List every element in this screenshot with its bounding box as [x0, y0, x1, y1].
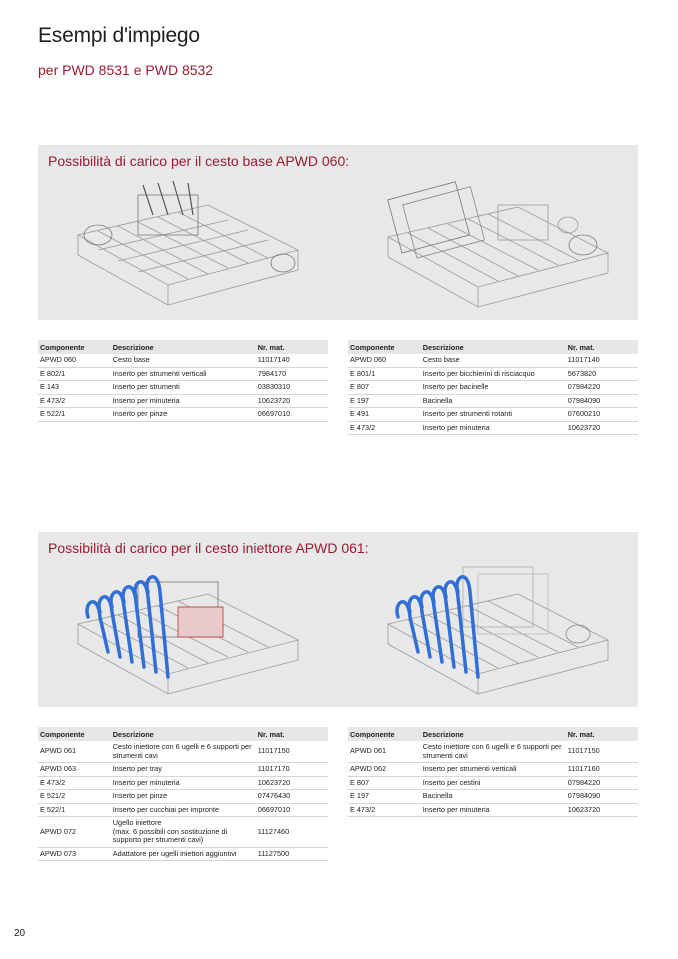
- cell-component: APWD 073: [38, 847, 111, 861]
- table-row: [38, 817, 328, 848]
- column-header-material-number: Nr. mat.: [566, 727, 638, 741]
- table-row: [38, 354, 328, 367]
- basket-illustration-right: [368, 175, 628, 315]
- cell-component: E 473/2: [348, 421, 421, 435]
- section1-heading: Possibilità di carico per il cesto base APWD 060:: [48, 153, 350, 169]
- cell-material-number: 11127500: [256, 847, 328, 861]
- cell-component: APWD 061: [38, 741, 111, 763]
- page-number: 20: [14, 928, 26, 939]
- table-row: [348, 367, 638, 381]
- cell-material-number: 11017150: [566, 741, 638, 763]
- cell-material-number: 5673820: [566, 367, 638, 381]
- column-header-material-number: Nr. mat.: [256, 727, 328, 741]
- column-header-component: Componente: [348, 727, 421, 741]
- cell-material-number: 7984170: [256, 367, 328, 381]
- table-row: [348, 803, 638, 817]
- cell-description: Ugello iniettore (max. 6 possibili con sostituzione di supporto per strumenti cavi): [111, 817, 256, 848]
- cell-description: Inserto per bicchierini di risciacquo: [421, 367, 566, 381]
- cell-material-number: 10623720: [566, 421, 638, 435]
- injector-basket-illustration-left: [58, 562, 318, 702]
- section2-heading: Possibilità di carico per il cesto iniettore APWD 061:: [48, 540, 369, 556]
- cell-material-number: 06697010: [256, 803, 328, 817]
- table-row: [38, 381, 328, 395]
- cell-component: E 807: [348, 776, 421, 790]
- cell-material-number: 07984220: [566, 776, 638, 790]
- cell-description: Inserto per cestini: [421, 776, 566, 790]
- section1-table-left: [38, 340, 328, 422]
- cell-description: Inserto per pinze: [111, 790, 256, 804]
- table-row: [348, 394, 638, 408]
- table-row: [348, 408, 638, 422]
- table-row: [348, 421, 638, 435]
- cell-description: Inserto per strumenti rotanti: [421, 408, 566, 422]
- cell-material-number: 11017160: [566, 763, 638, 777]
- table-row: [38, 763, 328, 777]
- cell-description: Bacinella: [421, 790, 566, 804]
- injector-basket-illustration-right: [368, 562, 628, 702]
- table-row: [38, 803, 328, 817]
- cell-component: APWD 063: [38, 763, 111, 777]
- table-row: [38, 847, 328, 861]
- cell-material-number: 07984220: [566, 381, 638, 395]
- cell-component: APWD 062: [348, 763, 421, 777]
- table-row: [38, 776, 328, 790]
- table-header-row: [38, 340, 328, 354]
- cell-component: APWD 072: [38, 817, 111, 848]
- column-header-component: Componente: [348, 340, 421, 354]
- cell-component: E 522/1: [38, 408, 111, 422]
- table-row: [348, 741, 638, 763]
- table-row: [348, 776, 638, 790]
- cell-material-number: 07476430: [256, 790, 328, 804]
- cell-description: Cesto base: [421, 354, 566, 367]
- cell-description: Inserto per cucchiai per impronte: [111, 803, 256, 817]
- cell-description: Inserto per minuteria: [421, 803, 566, 817]
- cell-description: Adattatore per ugelli iniettori aggiuntivi: [111, 847, 256, 861]
- cell-material-number: 11017150: [256, 741, 328, 763]
- column-header-description: Descrizione: [421, 340, 566, 354]
- table-row: [38, 790, 328, 804]
- page-subtitle: per PWD 8531 e PWD 8532: [38, 62, 214, 78]
- table-header-row: [348, 727, 638, 741]
- cell-component: E 522/1: [38, 803, 111, 817]
- cell-component: E 491: [348, 408, 421, 422]
- cell-component: E 521/2: [38, 790, 111, 804]
- cell-component: E 807: [348, 381, 421, 395]
- table-row: [38, 408, 328, 422]
- cell-component: E 197: [348, 790, 421, 804]
- table-row: [348, 790, 638, 804]
- table-row: [38, 367, 328, 381]
- cell-material-number: 11127460: [256, 817, 328, 848]
- table-header-row: [348, 340, 638, 354]
- cell-description: Inserto per tray: [111, 763, 256, 777]
- cell-component: E 197: [348, 394, 421, 408]
- table-row: [38, 394, 328, 408]
- cell-component: E 473/2: [348, 803, 421, 817]
- cell-material-number: 11017140: [256, 354, 328, 367]
- cell-material-number: 10623720: [256, 776, 328, 790]
- section1-panel: [38, 145, 638, 320]
- cell-description: Inserto per minuteria: [111, 776, 256, 790]
- section2-table-left: [38, 727, 328, 861]
- column-header-component: Componente: [38, 340, 111, 354]
- basket-illustration-left: [58, 175, 318, 315]
- table-row: [348, 354, 638, 367]
- column-header-description: Descrizione: [421, 727, 566, 741]
- cell-component: E 143: [38, 381, 111, 395]
- cell-component: E 473/2: [38, 394, 111, 408]
- cell-material-number: 10623720: [256, 394, 328, 408]
- page-title: Esempi d'impiego: [38, 24, 200, 47]
- column-header-component: Componente: [38, 727, 111, 741]
- cell-description: Cesto iniettore con 6 ugelli e 6 supporti per strumenti cavi: [111, 741, 256, 763]
- cell-description: Inserto per minuteria: [111, 394, 256, 408]
- cell-material-number: 06697010: [256, 408, 328, 422]
- column-header-description: Descrizione: [111, 727, 256, 741]
- table-header-row: [38, 727, 328, 741]
- cell-description: Inserto per strumenti verticali: [421, 763, 566, 777]
- cell-description: Inserto per strumenti verticali: [111, 367, 256, 381]
- cell-component: APWD 061: [348, 741, 421, 763]
- cell-component: E 802/1: [38, 367, 111, 381]
- cell-description: Inserto per strumenti: [111, 381, 256, 395]
- column-header-material-number: Nr. mat.: [566, 340, 638, 354]
- cell-description: Inserto per pinze: [111, 408, 256, 422]
- cell-material-number: 11017170: [256, 763, 328, 777]
- table-row: [38, 741, 328, 763]
- cell-material-number: 07984090: [566, 394, 638, 408]
- column-header-material-number: Nr. mat.: [256, 340, 328, 354]
- section2-table-right: [348, 727, 638, 817]
- cell-description: Bacinella: [421, 394, 566, 408]
- cell-component: E 473/2: [38, 776, 111, 790]
- cell-description: Cesto base: [111, 354, 256, 367]
- section2-panel: [38, 532, 638, 707]
- cell-material-number: 07600210: [566, 408, 638, 422]
- cell-material-number: 07984090: [566, 790, 638, 804]
- cell-material-number: 10623720: [566, 803, 638, 817]
- section1-table-right: [348, 340, 638, 435]
- cell-description: Cesto iniettore con 6 ugelli e 6 supporti per strumenti cavi: [421, 741, 566, 763]
- cell-component: E 801/1: [348, 367, 421, 381]
- cell-description: Inserto per minuteria: [421, 421, 566, 435]
- column-header-description: Descrizione: [111, 340, 256, 354]
- cell-component: APWD 060: [348, 354, 421, 367]
- table-row: [348, 763, 638, 777]
- cell-component: APWD 060: [38, 354, 111, 367]
- cell-material-number: 11017140: [566, 354, 638, 367]
- cell-description: Inserto per bacinelle: [421, 381, 566, 395]
- table-row: [348, 381, 638, 395]
- cell-material-number: 03830310: [256, 381, 328, 395]
